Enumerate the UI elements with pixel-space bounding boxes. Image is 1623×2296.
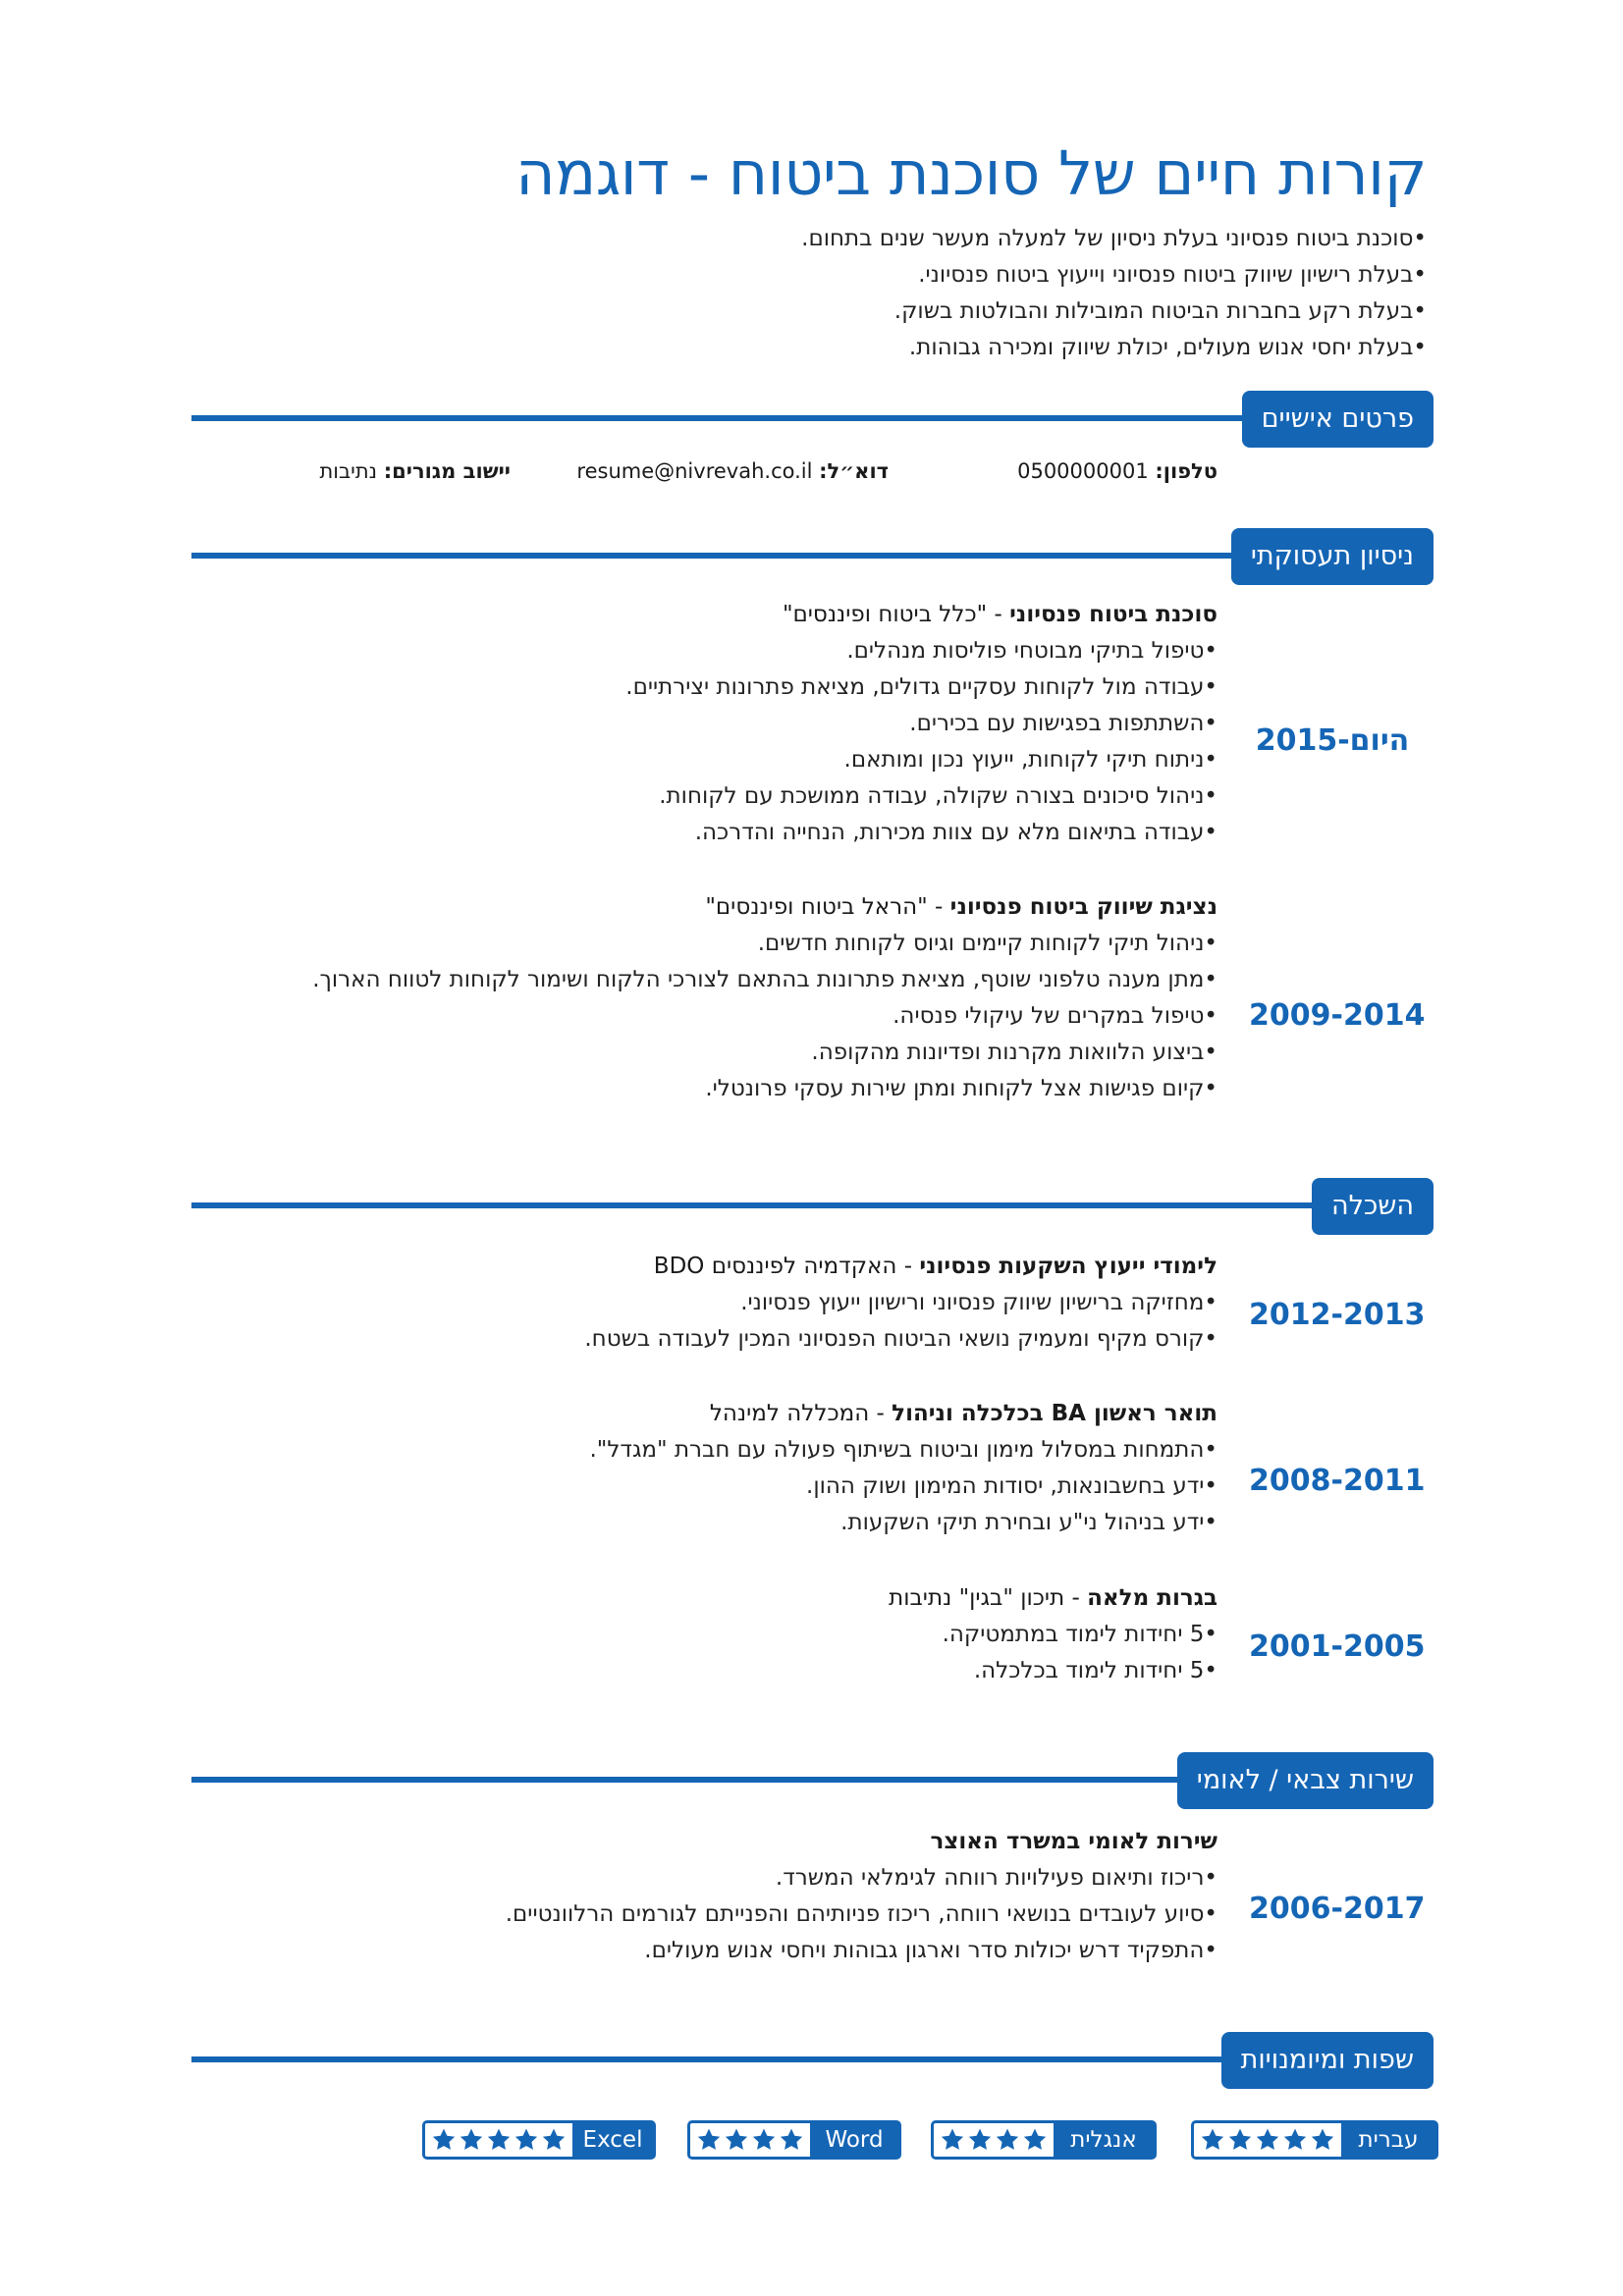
section-title-education: השכלה bbox=[1312, 1178, 1434, 1235]
email-value: resume@nivrevah.co.il bbox=[576, 459, 813, 483]
skill-label: אנגלית bbox=[1054, 2123, 1154, 2157]
section-title-skills: שפות ומיומנויות bbox=[1221, 2032, 1434, 2089]
entry-bullet: •מחזיקה ברישיון שיווק פנסיוני ורישיון ייעוץ פנסיוני. bbox=[740, 1290, 1217, 1315]
entry-heading bbox=[191, 1580, 1217, 1617]
contact-email bbox=[576, 459, 889, 483]
entry-years: 2015-היום bbox=[1255, 723, 1410, 758]
entry-org: - "הראל ביטוח ופיננסים" bbox=[705, 894, 950, 920]
skill-label: Word bbox=[810, 2123, 898, 2157]
entry-bullet: •עבודה בתיאום מלא עם צוות מכירות, הנחייה והדרכה. bbox=[694, 820, 1217, 845]
skill-stars bbox=[690, 2123, 810, 2157]
skill-label: עברית bbox=[1341, 2123, 1435, 2157]
star-icon bbox=[995, 2127, 1020, 2153]
entry-title: בגרות מלאה bbox=[1087, 1585, 1217, 1611]
phone-label: טלפון: bbox=[1155, 459, 1217, 483]
entry-bullet: •סיוע לעובדים בנושאי רווחה, ריכוז פניותיהם והפנייתם לגורמים הרלוונטיים. bbox=[505, 1901, 1217, 1927]
star-icon bbox=[459, 2127, 484, 2153]
section-skills bbox=[191, 2032, 1434, 2091]
star-icon bbox=[1310, 2127, 1335, 2153]
entry-bullet: •ביצוע הלוואות מקרנות ופדיונות מהקופה. bbox=[811, 1040, 1217, 1065]
summary-item: •בעלת רישיון שיווק ביטוח פנסיוני וייעוץ ביטוח פנסיוני. bbox=[918, 262, 1427, 288]
section-title-personal: פרטים אישיים bbox=[1242, 391, 1434, 448]
section-personal bbox=[191, 391, 1434, 450]
entry-title: סוכנת ביטוח פנסיוני bbox=[1009, 602, 1217, 627]
star-icon bbox=[514, 2127, 539, 2153]
entry-bullet: •ידע בחשבונאות, יסודות המימון ושוק ההון. bbox=[806, 1473, 1217, 1499]
star-icon bbox=[967, 2127, 993, 2153]
entry-bullet: •טיפול בתיקי מבוטחי פוליסות מנהלים. bbox=[846, 638, 1217, 664]
entry-heading bbox=[191, 1396, 1217, 1432]
star-icon bbox=[1022, 2127, 1048, 2153]
section-divider bbox=[191, 1202, 1434, 1208]
skill-excel bbox=[422, 2120, 656, 2160]
entry-org: - "כלל ביטוח ופיננסים" bbox=[782, 602, 1010, 627]
contact-phone bbox=[1017, 459, 1217, 483]
entry-bullet: •ריכוז ותיאום פעילויות רווחה לגימלאי המשרד. bbox=[775, 1865, 1217, 1891]
section-education bbox=[191, 1178, 1434, 1237]
skill-stars bbox=[425, 2123, 572, 2157]
skill-hebrew bbox=[1191, 2120, 1438, 2160]
entry-heading bbox=[191, 1824, 1217, 1860]
entry-bullet: •השתתפות בפגישות עם בכירים. bbox=[909, 711, 1217, 736]
entry-heading bbox=[191, 889, 1217, 926]
entry-org: - המכללה למינהל bbox=[709, 1401, 893, 1426]
entry-bullet: •ידע בניהול ני"ע ובחירת תיקי השקעות. bbox=[840, 1510, 1217, 1535]
education-entry bbox=[191, 1249, 1217, 1358]
star-icon bbox=[1282, 2127, 1308, 2153]
entry-bullet: •התפקיד דרש יכולות סדר וארגון גבוהות ויחסי אנוש מעולים. bbox=[644, 1938, 1217, 1963]
education-entry bbox=[191, 1396, 1217, 1541]
entry-bullet: •מתן מענה טלפוני שוטף, מציאת פתרונות בהתאם לצורכי הלקוח ושימור לקוחות לטווח הארוך. bbox=[312, 967, 1217, 992]
experience-entry bbox=[191, 889, 1217, 1107]
skill-stars bbox=[934, 2123, 1054, 2157]
section-title-experience: ניסיון תעסוקתי bbox=[1231, 528, 1434, 585]
entry-bullet: •5 יחידות לימוד בכלכלה. bbox=[973, 1658, 1217, 1683]
star-icon bbox=[541, 2127, 567, 2153]
entry-title: לימודי ייעוץ השקעות פנסיוני bbox=[919, 1254, 1217, 1279]
summary-list bbox=[445, 221, 1427, 366]
entry-years: 2008-2011 bbox=[1249, 1464, 1426, 1498]
phone-value: 0500000001 bbox=[1017, 459, 1149, 483]
entry-title: נציגת שיווק ביטוח פנסיוני bbox=[949, 894, 1217, 920]
contact-row bbox=[191, 459, 1217, 493]
star-icon bbox=[779, 2127, 804, 2153]
residence-value: נתיבות bbox=[319, 459, 378, 483]
entry-bullet: •התמחות במסלול מימון וביטוח בשיתוף פעולה עם חברת "מגדל". bbox=[589, 1437, 1217, 1463]
entry-bullet: •עבודה מול לקוחות עסקיים גדולים, מציאת פתרונות יצירתיים. bbox=[625, 674, 1217, 700]
service-entry bbox=[191, 1824, 1217, 1969]
star-icon bbox=[486, 2127, 512, 2153]
skill-stars bbox=[1194, 2123, 1341, 2157]
section-experience bbox=[191, 528, 1434, 587]
summary-item: •סוכנת ביטוח פנסיוני בעלת ניסיון של למעלה מעשר שנים בתחום. bbox=[801, 226, 1427, 251]
entry-title: שירות לאומי במשרד האוצר bbox=[930, 1829, 1217, 1854]
section-service bbox=[191, 1752, 1434, 1811]
star-icon bbox=[696, 2127, 722, 2153]
entry-years: 2009-2014 bbox=[1249, 998, 1426, 1033]
entry-heading bbox=[191, 1249, 1217, 1285]
star-icon bbox=[1255, 2127, 1280, 2153]
skill-english bbox=[931, 2120, 1157, 2160]
entry-bullet: •5 יחידות לימוד במתמטיקה. bbox=[942, 1622, 1217, 1647]
star-icon bbox=[940, 2127, 965, 2153]
entry-years: 2006-2017 bbox=[1249, 1892, 1426, 1926]
contact-residence bbox=[319, 459, 511, 483]
star-icon bbox=[751, 2127, 777, 2153]
education-entry bbox=[191, 1580, 1217, 1689]
entry-bullet: •טיפול במקרים של עיקולי פנסיה. bbox=[893, 1003, 1217, 1029]
skill-label: Excel bbox=[572, 2123, 653, 2157]
summary-item: •בעלת רקע בחברות הביטוח המובילות והבולטות בשוק. bbox=[893, 298, 1427, 324]
star-icon bbox=[431, 2127, 457, 2153]
residence-label: יישוב מגורים: bbox=[383, 459, 511, 483]
summary-item: •בעלת יחסי אנוש מעולים, יכולת שיווק ומכירה גבוהות. bbox=[908, 335, 1427, 360]
star-icon bbox=[1200, 2127, 1225, 2153]
entry-years: 2001-2005 bbox=[1249, 1629, 1426, 1664]
page-title: קורות חיים של סוכנת ביטוח - דוגמה bbox=[515, 137, 1427, 209]
star-icon bbox=[724, 2127, 749, 2153]
entry-years: 2012-2013 bbox=[1249, 1298, 1426, 1332]
entry-bullet: •ניהול תיקי לקוחות קיימים וגיוס לקוחות חדשים. bbox=[757, 931, 1217, 956]
email-label: דוא״ל: bbox=[819, 459, 889, 483]
entry-org: - תיכון "בגין" נתיבות bbox=[889, 1585, 1088, 1611]
entry-bullet: •קורס מקיף ומעמיק נושאי הביטוח הפנסיוני המכין לעבודה בשטח. bbox=[584, 1326, 1217, 1352]
entry-heading bbox=[191, 597, 1217, 633]
skill-word bbox=[687, 2120, 901, 2160]
entry-org: - האקדמיה לפיננסים BDO bbox=[653, 1254, 920, 1279]
experience-entry bbox=[191, 597, 1217, 851]
entry-bullet: •קיום פגישות אצל לקוחות ומתן שירות עסקי פרונטלי. bbox=[705, 1076, 1217, 1101]
section-title-service: שירות צבאי / לאומי bbox=[1177, 1752, 1434, 1809]
entry-title: תואר ראשון BA בכלכלה וניהול bbox=[892, 1401, 1217, 1426]
entry-bullet: •ניתוח תיקי לקוחות, ייעוץ נכון ומותאם. bbox=[843, 747, 1217, 773]
star-icon bbox=[1227, 2127, 1253, 2153]
entry-bullet: •ניהול סיכונים בצורה שקולה, עבודה ממושכת עם לקוחות. bbox=[659, 783, 1217, 809]
